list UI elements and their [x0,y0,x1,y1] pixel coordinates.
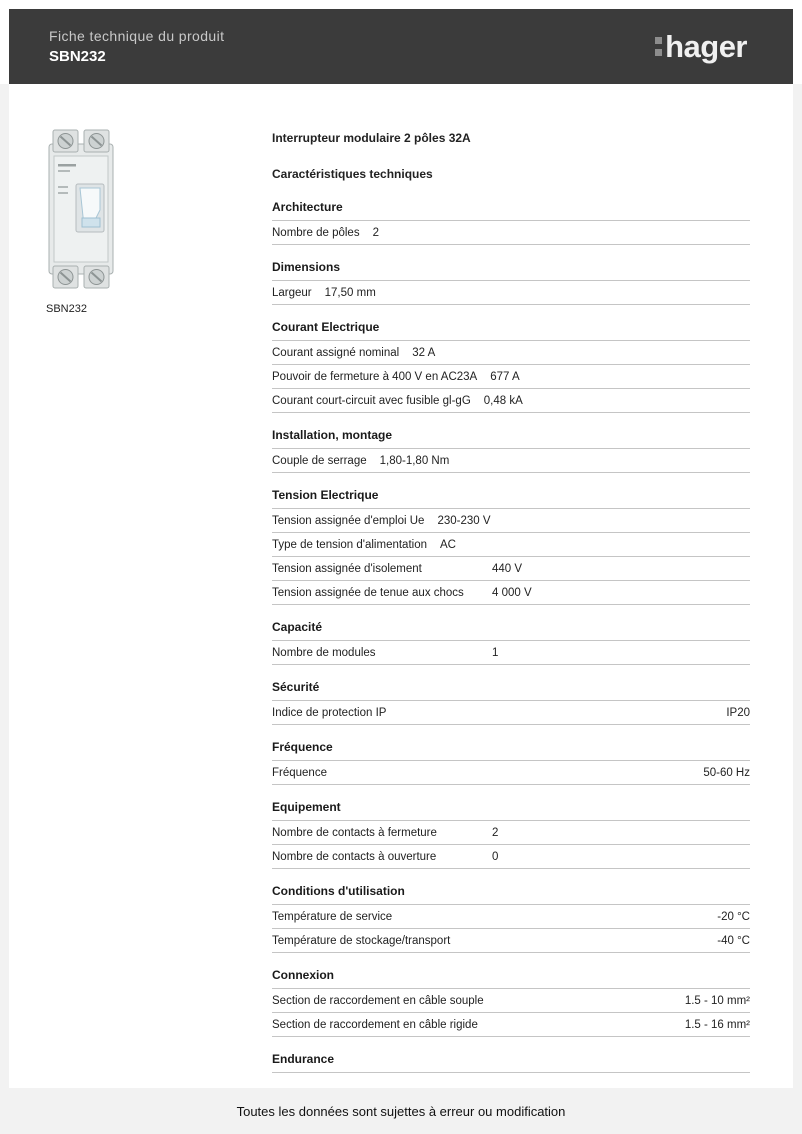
spec-section [272,801,750,869]
spec-row [272,509,750,533]
specs-heading: Caractéristiques techniques [272,167,433,181]
spec-section [272,681,750,725]
spec-row [272,929,750,953]
spec-value: 1,80-1,80 Nm [379,455,450,467]
spec-row [272,1013,750,1037]
spec-value: 17,50 mm [324,287,376,299]
section-title: Endurance [272,1053,750,1073]
spec-row [272,821,750,845]
spec-row [272,845,750,869]
spec-row [272,449,750,473]
spec-label: Section de raccordement en câble souple [272,995,484,1007]
spec-row [272,701,750,725]
spec-value: 50-60 Hz [703,767,750,779]
spec-label: Courant assigné nominal [272,347,400,359]
product-title: Interrupteur modulaire 2 pôles 32A [272,131,471,145]
product-figure [46,128,126,316]
spec-value: 1 [492,647,499,659]
spec-value: 230-230 V [437,515,491,527]
spec-label: Section de raccordement en câble rigide [272,1019,478,1031]
section-title: Installation, montage [272,429,750,449]
page-gutter-left [0,84,9,1134]
hager-logo [655,28,747,64]
spec-section [272,201,750,245]
spec-label: Nombre de pôles [272,227,360,239]
section-title: Connexion [272,969,750,989]
product-image-caption: SBN232 [46,303,87,315]
spec-value: 2 [492,827,499,839]
spec-value: 1.5 - 16 mm² [684,1019,750,1031]
spec-row [272,221,750,245]
hager-logo-text: hager [665,28,747,64]
spec-section [272,261,750,305]
spec-section [272,321,750,413]
spec-label: Nombre de contacts à ouverture [272,851,437,863]
spec-label: Température de service [272,911,393,923]
spec-value: AC [440,539,456,551]
spec-section [272,741,750,785]
spec-value: 0 [492,851,499,863]
spec-value: 0,48 kA [483,395,523,407]
spec-value: 32 A [412,347,436,359]
spec-section [272,621,750,665]
section-title: Sécurité [272,681,750,701]
spec-row [272,989,750,1013]
spec-label: Couple de serrage [272,455,367,467]
spec-section [272,969,750,1037]
spec-label: Nombre de contacts à fermeture [272,827,437,839]
spec-sections [272,201,750,1073]
footer-disclaimer: Toutes les données sont sujettes à erreur ou modification [236,1103,566,1119]
spec-label: Tension assignée d'isolement [272,563,422,575]
spec-row [272,641,750,665]
spec-row [272,557,750,581]
footer-band [0,1088,802,1134]
spec-row [272,365,750,389]
spec-value: 677 A [490,371,520,383]
spec-label: Indice de protection IP [272,707,387,719]
product-image [46,128,116,290]
section-title: Courant Electrique [272,321,750,341]
section-title: Tension Electrique [272,489,750,509]
spec-value: 440 V [492,563,523,575]
spec-label: Courant court-circuit avec fusible gl-gG [272,395,471,407]
section-title: Conditions d'utilisation [272,885,750,905]
header-bar [9,9,793,84]
spec-section [272,885,750,953]
spec-label: Type de tension d'alimentation [272,539,427,551]
spec-row [272,533,750,557]
spec-label: Pouvoir de fermeture à 400 V en AC23A [272,371,478,383]
spec-section [272,1053,750,1073]
header-titles [49,28,224,66]
spec-label: Température de stockage/transport [272,935,451,947]
spec-value: 1.5 - 10 mm² [684,995,750,1007]
section-title: Dimensions [272,261,750,281]
section-title: Capacité [272,621,750,641]
spec-section [272,489,750,605]
spec-value: -40 °C [717,935,750,947]
spec-row [272,905,750,929]
spec-column [272,132,750,1073]
spec-label: Fréquence [272,767,327,779]
spec-value: -20 °C [717,911,750,923]
hager-logo-colon-icon [655,37,662,60]
section-title: Architecture [272,201,750,221]
spec-row [272,581,750,605]
spec-row [272,761,750,785]
spec-section [272,429,750,473]
section-title: Fréquence [272,741,750,761]
spec-row [272,389,750,413]
spec-row [272,281,750,305]
doc-type-label: Fiche technique du produit [49,27,225,44]
spec-row [272,341,750,365]
spec-value: 4 000 V [492,587,532,599]
spec-value: 2 [372,227,379,239]
product-code: SBN232 [49,47,106,65]
spec-label: Tension assignée de tenue aux chocs [272,587,464,599]
spec-label: Largeur [272,287,312,299]
section-title: Equipement [272,801,750,821]
spec-label: Tension assignée d'emploi Ue [272,515,425,527]
page-gutter-right [793,84,802,1134]
spec-value: IP20 [726,707,750,719]
spec-label: Nombre de modules [272,647,376,659]
